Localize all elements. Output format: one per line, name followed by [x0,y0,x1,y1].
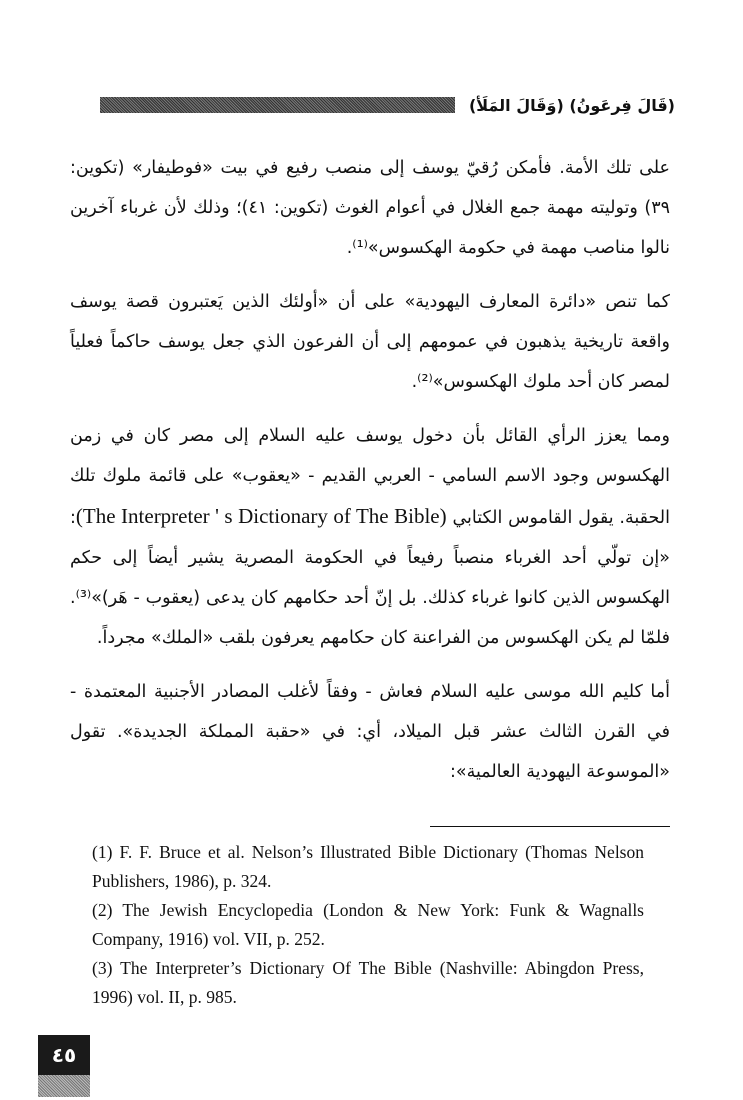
paragraph-3-quote: «إن تولّي أحد الغرباء منصباً رفيعاً في الحكومة المصرية يشير أيضاً إلى حكم الهكسوس الذين كانوا غرباء كذلك. بل إنّ أحد حكامهم كان يدعى (يعقوب - هَر)»⁽³⁾. فلمّا لم يكن الهكسوس من الفراعنة كان حكامهم يعرفون بلقب «الملك» مجرداً. [70,548,670,648]
running-header [100,92,675,118]
page-number-decoration [38,1075,90,1097]
latin-book-title: (The Interpreter ' s Dictionary of The Bible) [75,504,447,528]
paragraph-1: على تلك الأمة. فأمكن رُقيّ يوسف إلى منصب رفيع في بيت «فوطيفار» (تكوين: ٣٩) وتوليته مهمة جمع الغلال في أعوام الغوث (تكوين: ٤١)؛ وذلك لأن غرباء آخرين نالوا مناصب مهمة في حكومة الهكسوس»⁽¹⁾. [70,158,670,258]
main-text [70,148,670,806]
paragraph-2: كما تنص «دائرة المعارف اليهودية» على أن «أولئك الذين يَعتبرون قصة يوسف واقعة تاريخية يذهبون في عمومهم إلى أن الفرعون الذي جعل يوسف حاكماً فعلياً لمصر كان أحد ملوك الهكسوس»⁽²⁾. [70,292,670,392]
footnote-separator [430,826,670,827]
header-title: (قَالَ فِرعَونُ) (وَقَالَ المَلَأ) [468,95,675,115]
footnote-3: (3) The Interpreter’s Dictionary Of The Bible (Nashville: Abingdon Press, 1996) vol. II, p. 985. [92,958,644,1007]
paragraph-3: ومما يعزز الرأي القائل بأن دخول يوسف عليه السلام إلى مصر كان في زمن الهكسوس وجود الاسم السامي - العربي القديم - «يعقوب» على قائمة ملوك تلك الحقبة. يقول القاموس الكتابي (The Interpreter ' s Dictionary of The Bible): «إن تولّي أحد الغرباء منصباً رفيعاً في الحكومة المصرية يشير أيضاً إلى حكم الهكسوس الذين كانوا غرباء كذلك. بل إنّ أحد حكامهم كان يدعى (يعقوب - هَر)»⁽³⁾. فلمّا لم يكن الهكسوس من الفراعنة كان حكامهم يعرفون بلقب «الملك» مجرداً. [70,426,670,648]
footnotes [92,838,644,1012]
paragraph-4: أما كليم الله موسى عليه السلام فعاش - وفقاً لأغلب المصادر الأجنبية المعتمدة - في القرن الثالث عشر قبل الميلاد، أي: في «حقبة المملكة الجديدة». تقول «الموسوعة اليهودية العالمية»: [70,682,670,782]
header-decorative-bar [100,97,455,113]
footnote-2: (2) The Jewish Encyclopedia (London & New York: Funk & Wagnalls Company, 1916) vol. VII, p. 252. [92,900,644,949]
paragraph-3-text: ومما يعزز الرأي القائل بأن دخول يوسف عليه السلام إلى مصر كان في زمن الهكسوس وجود الاسم السامي - العربي القديم - «يعقوب» على قائمة ملوك تلك الحقبة. يقول القاموس الكتابي [70,426,670,528]
page-number: ٤٥ [38,1035,90,1075]
footnote-1: (1) F. F. Bruce et al. Nelson’s Illustrated Bible Dictionary (Thomas Nelson Publishers, 1986), p. 324. [92,842,644,891]
